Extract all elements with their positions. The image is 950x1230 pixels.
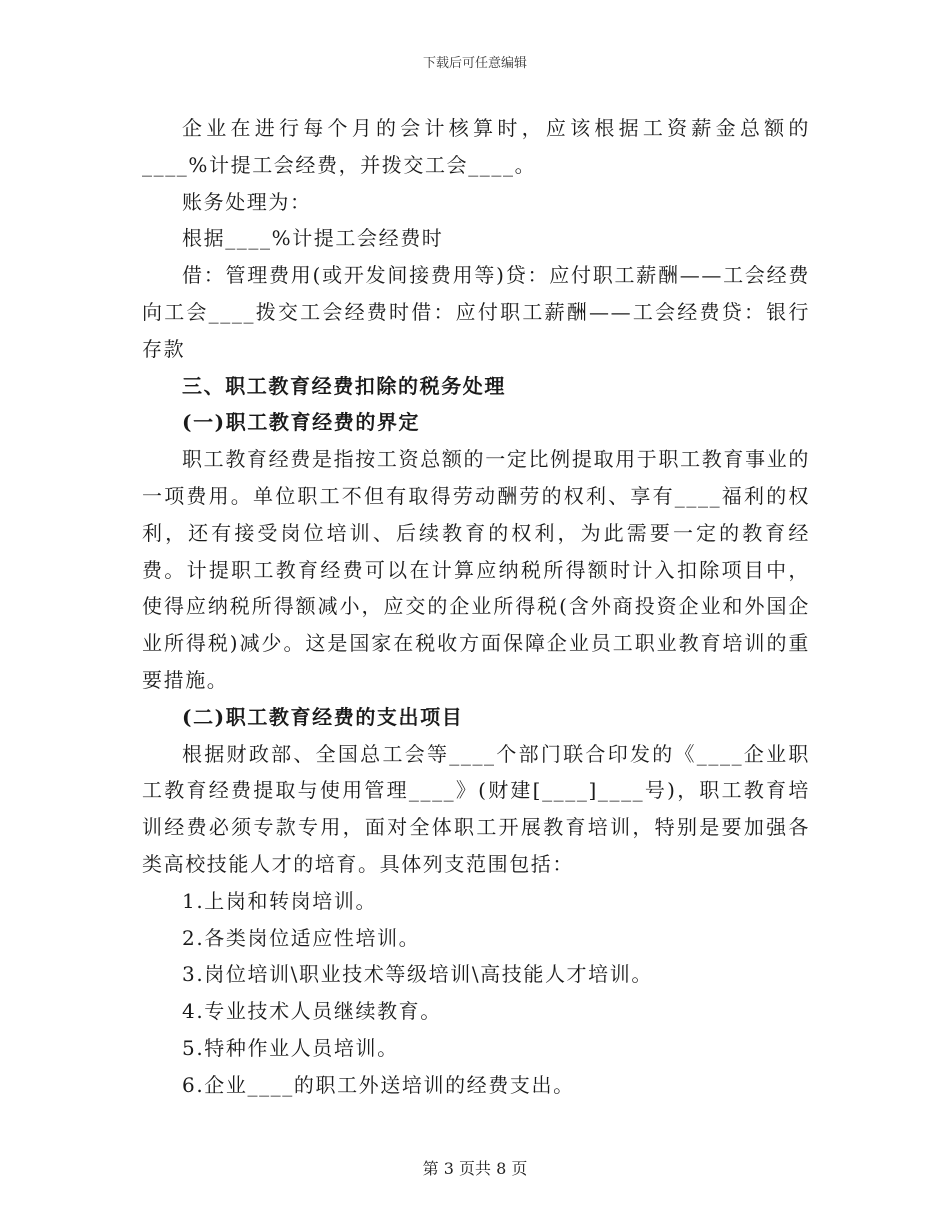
paragraph-accounting-treatment: 账务处理为： [182, 189, 312, 214]
page-number: 第 3 页共 8 页 [422, 1159, 528, 1178]
list-item-4: 4.专业技术人员继续教育。 [182, 999, 442, 1024]
list-item-1: 1.上岗和转岗培训。 [182, 888, 378, 913]
paragraph-expense-scope: 根据财政部、全国总工会等____个部门联合印发的《____企业职工教育经费提取与使用管理____》(财建[____]____号)，职工教育培训经费必须专款专用，面对全体职工开展教育培训，特别是要加强各类高校技能人才的培育。具体列支范围包括： [142, 741, 810, 876]
list-item-2: 2.各类岗位适应性培训。 [182, 925, 421, 950]
subsection-heading-2: (二)职工教育经费的支出项目 [182, 704, 464, 729]
paragraph-accrual-basis: 根据____%计提工会经费时 [182, 226, 444, 251]
paragraph-definition: 职工教育经费是指按工资总额的一定比例提取用于职工教育事业的一项费用。单位职工不但有取得劳动酬劳的权利、享有____福利的权利，还有接受岗位培训、后续教育的权利，为此需要一定的教育经费。计提职工教育经费可以在计算应纳税所得额时计入扣除项目中，使得应纳税所得额减小，应交的企业所得税(含外商投资企业和外国企业所得税)减少。这是国家在税收方面保障企业员工职业教育培训的重要措施。 [142, 447, 810, 692]
document-body [142, 110, 810, 1104]
list-item-6: 6.企业____的职工外送培训的经费支出。 [182, 1072, 575, 1097]
subsection-heading-1: (一)职工教育经费的界定 [182, 410, 421, 435]
header-note: 下载后可任意编辑 [422, 56, 527, 71]
list-item-3: 3.岗位培训\职业技术等级培训\高技能人才培训。 [182, 962, 653, 987]
paragraph-journal-entries: 借：管理费用(或开发间接费用等)贷：应付职工薪酬——工会经费向工会____拨交工会经费时借：应付职工薪酬——工会经费贷：银行存款 [142, 263, 810, 361]
page-footer [0, 1156, 950, 1179]
section-heading-3: 三、职工教育经费扣除的税务处理 [182, 373, 506, 398]
list-item-5: 5.特种作业人员培训。 [182, 1035, 399, 1060]
paragraph-union-fee-rate: 企业在进行每个月的会计核算时，应该根据工资薪金总额的____%计提工会经费，并拨交工会____。 [142, 116, 810, 177]
